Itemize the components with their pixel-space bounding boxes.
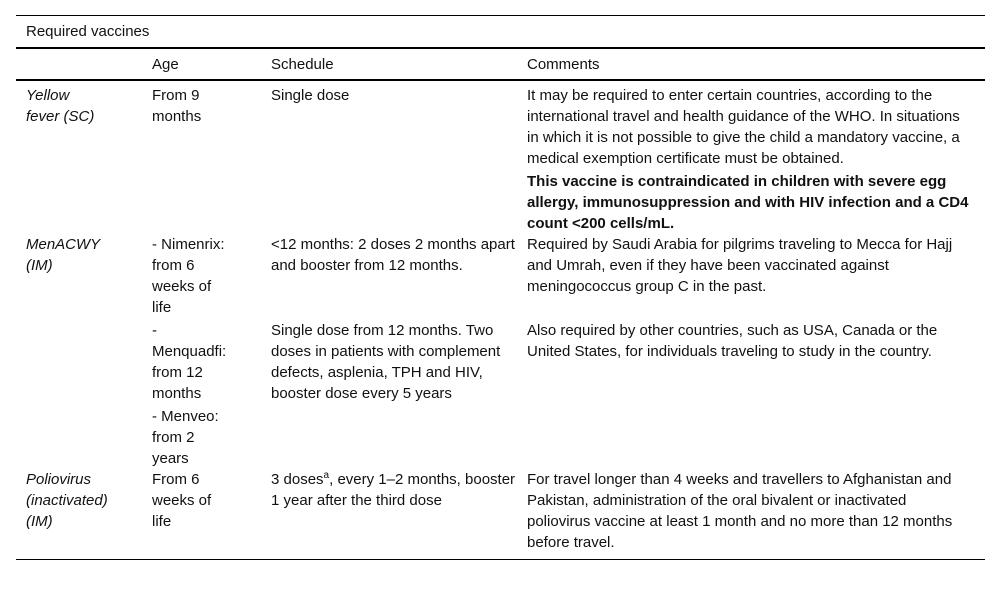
table-row-menacwy: [16, 234, 985, 469]
table-caption: Required vaccines: [16, 15, 985, 49]
footnote-marker: a: [323, 470, 330, 481]
vaccine-table-container: [16, 15, 985, 560]
vaccine-table: [16, 49, 985, 560]
schedule-cell: 3 doses$^a$, every 1–2 months, booster 1 year after the third dose: [261, 469, 517, 560]
header-age: Age: [142, 49, 261, 80]
schedule-cell: Single dose: [271, 87, 350, 104]
age-cell: From 9 months: [152, 87, 202, 125]
comments-cell: [517, 234, 985, 469]
age-block-menveo: - Menveo: from 2 years: [152, 408, 219, 467]
contraindication-note: This vaccine is contraindicated in children with severe egg allergy, immunosuppression and with HIV infection and a CD4 count <200 cells/mL.: [527, 173, 969, 232]
schedule-block-1: <12 months: 2 doses 2 months apart and booster from 12 months.: [271, 236, 515, 274]
vaccine-name: Poliovirus (inactivated) (IM): [16, 469, 142, 560]
schedule-block-2: Single dose from 12 months. Two doses in patients with complement defects, asplenia, TPH and HIV, booster dose every 5 years: [271, 322, 501, 402]
comment-block-1: Required by Saudi Arabia for pilgrims traveling to Mecca for Hajj and Umrah, even if they have been vaccinated against meningococcus group C in the past.: [527, 236, 953, 295]
table-row-yellow-fever: [16, 80, 985, 234]
header-comments: Comments: [517, 49, 985, 80]
age-block-nimenrix: - Nimenrix: from 6 weeks of life: [152, 236, 225, 316]
comments-cell: For travel longer than 4 weeks and travellers to Afghanistan and Pakistan, administration of the oral bivalent or inactivated poliovirus vaccine at least 1 month and no more than 12 months before travel.: [517, 469, 985, 560]
header-vaccine: [16, 49, 142, 80]
header-row: [16, 49, 985, 80]
schedule-cell: [261, 234, 517, 469]
vaccine-name: MenACWY (IM): [26, 236, 101, 274]
table-row-poliovirus: [16, 469, 985, 560]
comment-block-2: Also required by other countries, such as USA, Canada or the United States, for individuals traveling to study in the country.: [527, 322, 938, 360]
comments-cell: [517, 80, 985, 234]
age-cell: [142, 234, 261, 469]
header-schedule: Schedule: [261, 49, 517, 80]
age-cell: From 6 weeks of life: [142, 469, 261, 560]
comment-text: It may be required to enter certain countries, according to the international travel and health guidance of the WHO. In situations in which it is not possible to give the child a mandatory vaccine, a medical exemption certificate must be obtained.: [527, 87, 960, 167]
age-block-menquadfi: - Menquadfi: from 12 months: [152, 322, 227, 402]
vaccine-name: Yellow fever (SC): [26, 87, 95, 125]
